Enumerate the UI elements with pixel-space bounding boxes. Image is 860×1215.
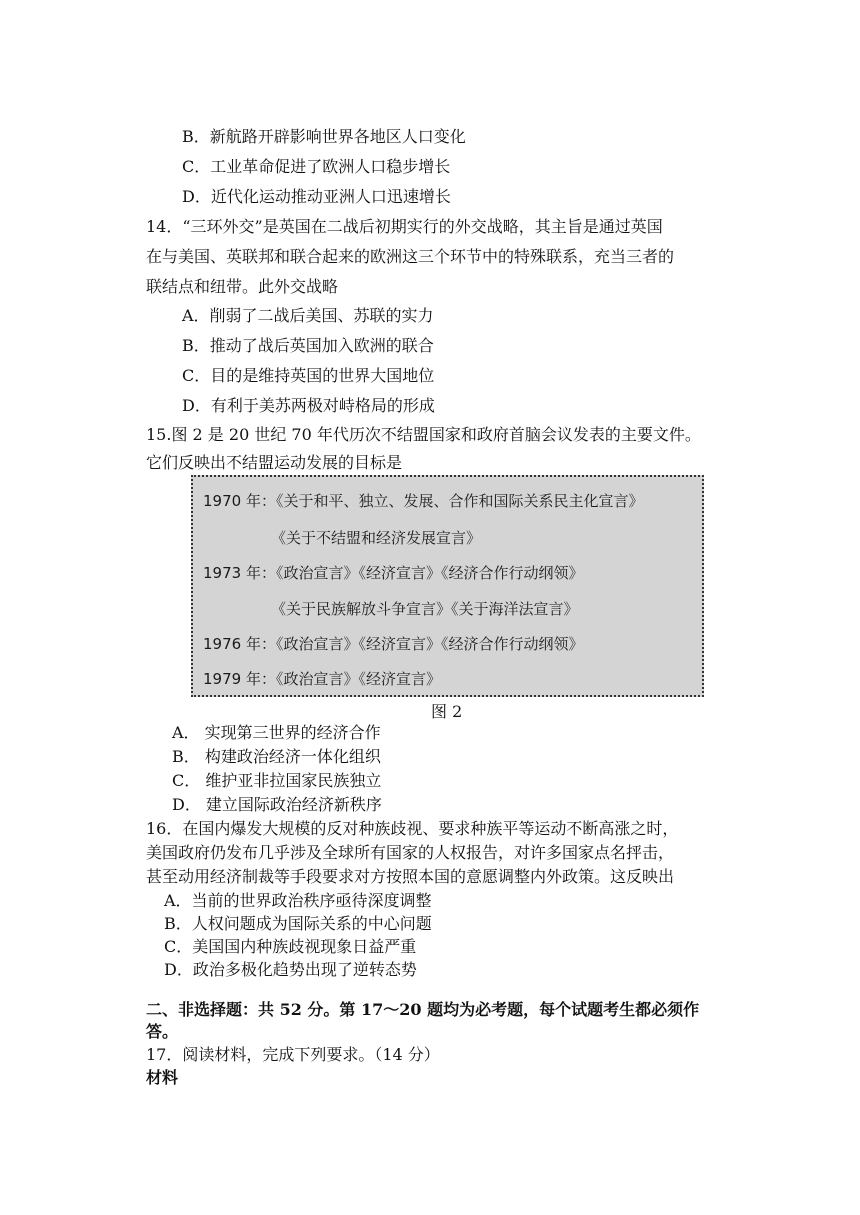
- q16-option-d: D．政治多极化趋势出现了逆转态势: [164, 960, 417, 979]
- figure-line-1970-b: 《关于不结盟和经济发展宣言》: [271, 529, 482, 547]
- q17-stem: 17．阅读材料，完成下列要求。（14 分）: [146, 1045, 440, 1064]
- q15-stem-line-2: 它们反映出不结盟运动发展的目标是: [146, 453, 403, 472]
- q14-stem-line-1: 14．“三环外交”是英国在二战后初期实行的外交战略，其主旨是通过英国: [146, 217, 663, 236]
- figure-2-box: [191, 475, 704, 697]
- q16-stem-line-1: 16．在国内爆发大规模的反对种族歧视、要求种族平等运动不断高涨之时，: [146, 819, 679, 838]
- q13-option-b: B．新航路开辟影响世界各地区人口变化: [182, 127, 466, 146]
- q15-option-d: D． 建立国际政治经济新秩序: [172, 795, 382, 814]
- q14-stem-line-3: 联结点和纽带。此外交战略: [146, 277, 339, 296]
- q16-option-a: A．当前的世界政治秩序亟待深度调整: [164, 891, 432, 910]
- section-2-heading-line-2: 答。: [146, 1022, 179, 1041]
- q15-option-c: C． 维护亚非拉国家民族独立: [172, 771, 382, 790]
- q14-option-c: C．目的是维持英国的世界大国地位: [182, 366, 435, 385]
- figure-2-caption: 图 2: [431, 702, 463, 721]
- q15-option-b: B． 构建政治经济一体化组织: [172, 747, 381, 766]
- q16-option-b: B．人权问题成为国际关系的中心问题: [164, 914, 432, 933]
- q16-option-c: C．美国国内种族歧视现象日益严重: [164, 937, 417, 956]
- figure-line-1973-a: 1973 年：《政治宣言》《经济宣言》《经济合作行动纲领》: [203, 564, 584, 582]
- q15-stem-line-1: 15.图 2 是 20 世纪 70 年代历次不结盟国家和政府首脑会议发表的主要文件。: [146, 425, 701, 444]
- q16-stem-line-3: 甚至动用经济制裁等手段要求对方按照本国的意愿调整内外政策。这反映出: [146, 867, 675, 886]
- section-2-heading-line-1: 二、非选择题：共 52 分。第 17～20 题均为必考题，每个试题考生都必须作: [146, 1000, 700, 1019]
- q17-material-label: 材料: [146, 1068, 179, 1087]
- figure-line-1979: 1979 年：《政治宣言》《经济宣言》: [203, 670, 441, 688]
- figure-line-1973-b: 《关于民族解放斗争宣言》《关于海洋法宣言》: [271, 600, 579, 618]
- q14-option-b: B．推动了战后英国加入欧洲的联合: [182, 336, 434, 355]
- q15-option-a: A． 实现第三世界的经济合作: [172, 723, 381, 742]
- figure-line-1970-a: 1970 年：《关于和平、独立、发展、合作和国际关系民主化宣言》: [203, 492, 644, 510]
- q13-option-c: C．工业革命促进了欧洲人口稳步增长: [182, 157, 451, 176]
- q14-stem-line-2: 在与美国、英联邦和联合起来的欧洲这三个环节中的特殊联系，充当三者的: [146, 247, 675, 266]
- figure-line-1976: 1976 年：《政治宣言》《经济宣言》《经济合作行动纲领》: [203, 635, 584, 653]
- q13-option-d: D．近代化运动推动亚洲人口迅速增长: [182, 187, 451, 206]
- q16-stem-line-2: 美国政府仍发布几乎涉及全球所有国家的人权报告，对许多国家点名抨击，: [146, 843, 675, 862]
- q14-option-a: A．削弱了二战后美国、苏联的实力: [182, 306, 434, 325]
- q14-option-d: D．有利于美苏两极对峙格局的形成: [182, 396, 435, 415]
